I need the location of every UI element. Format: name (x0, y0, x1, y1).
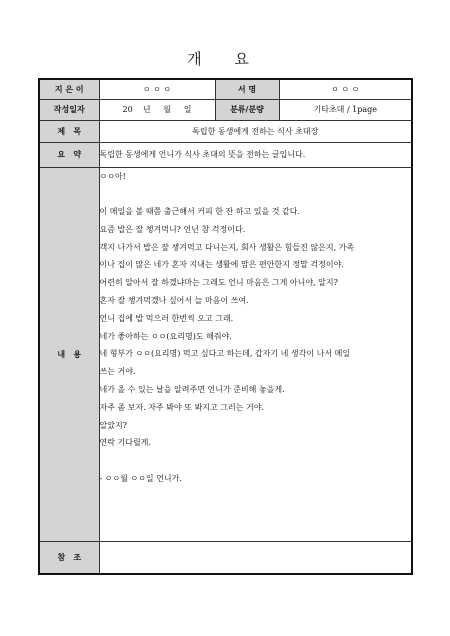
content-body (99, 167, 412, 541)
date-label: 작성일자 (39, 99, 99, 120)
content-line: 이 메일을 볼 때쯤 출근해서 커피 한 잔 하고 있을 것 같다. (99, 207, 301, 217)
content-label: 내 용 (39, 167, 99, 541)
reference-label: 참 조 (39, 541, 99, 574)
summary-value: 독립한 동생에게 언니가 식사 초대의 뜻을 전하는 글입니다. (99, 142, 412, 167)
content-line (100, 185, 412, 203)
date-row (39, 99, 412, 120)
subject-label: 제 목 (39, 120, 99, 142)
content-lines (100, 168, 412, 488)
subject-row (39, 120, 412, 142)
author-value: ㅇ ㅇ ㅇ (99, 79, 215, 99)
document-form (38, 78, 413, 575)
summary-label: 요 약 (39, 142, 99, 167)
author-label: 지 은 이 (39, 79, 99, 99)
reference-value (99, 541, 412, 574)
content-line: 객지 나가서 밥은 잘 챙겨먹고 다니는지, 회사 생활은 힘들진 않은지, 가족 (99, 242, 355, 252)
reference-row (39, 541, 412, 574)
content-line: 알았지? (99, 420, 127, 430)
sign-label: 서 명 (215, 79, 279, 99)
category-label: 분류/분량 (215, 99, 279, 120)
content-line: 자주 좀 보자. 자주 봐야 또 봐지고 그러는 거야. (99, 402, 265, 412)
page-title: 개 요 (187, 50, 263, 68)
content-row (39, 167, 412, 541)
content-line: 언니 집에 밥 먹으러 한번씩 오고 그래. (99, 313, 234, 323)
date-value: 20 년 월 일 (99, 99, 215, 120)
content-line: 연락 기다릴게. (99, 438, 151, 448)
category-value: 기타초대 / 1page (279, 99, 412, 120)
content-line: 이나 집이 많은 네가 혼자 지내는 생활에 맘은 편안한지 정말 걱정이야. (99, 260, 344, 270)
content-line: 쓰는 거야. (99, 367, 136, 377)
subject-value: 독립한 동생에게 전하는 식사 초대장 (99, 120, 412, 142)
content-line: 네 형부가 ㅇㅇ(요리명) 먹고 싶다고 하는데, 갑자기 네 생각이 나서 메일 (99, 349, 351, 359)
content-line: - ㅇㅇ월 ㅇㅇ일 언니가. (99, 474, 182, 484)
content-line: 요즘 밥은 잘 챙겨먹니? 언닌 참 걱정이다. (99, 224, 246, 234)
summary-row (39, 142, 412, 167)
content-line: 어련히 알아서 잘 하겠냐마는 그래도 언니 마음은 그게 아니야, 알지? (99, 278, 338, 288)
content-line: 네가 올 수 있는 날을 알려주면 언니가 준비해 놓을게. (99, 385, 285, 395)
content-line: 네가 좋아하는 ㅇㅇ(요리명)도 해줘야. (99, 331, 232, 341)
sign-value: ㅇ ㅇ ㅇ (279, 79, 412, 99)
content-line: 혼자 잘 챙겨먹겠나 싶어서 늘 마음이 쓰여. (99, 296, 249, 306)
content-line (100, 452, 412, 470)
content-line: ㅇㅇ아! (99, 171, 126, 181)
author-row (39, 79, 412, 99)
